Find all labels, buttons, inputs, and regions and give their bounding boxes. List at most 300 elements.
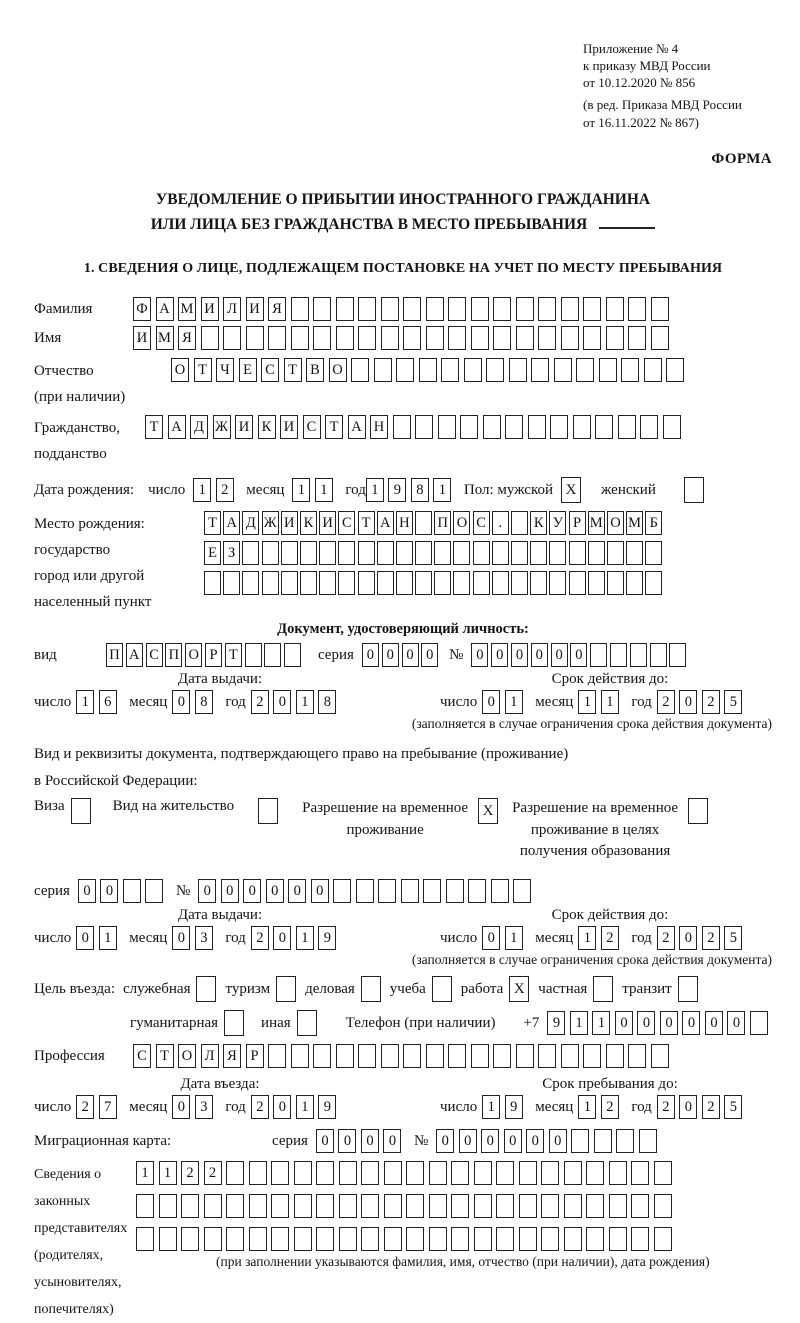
char-cell[interactable]: 0 [637,1011,655,1035]
char-cell[interactable] [361,1194,379,1218]
char-cell[interactable]: Н [370,415,388,439]
char-cell[interactable]: Т [225,643,242,667]
char-cell[interactable] [204,1194,222,1218]
char-cell[interactable] [448,297,466,321]
char-cell[interactable] [429,1227,447,1251]
char-cell[interactable] [509,358,527,382]
char-cell[interactable] [651,1044,669,1068]
char-cell[interactable] [492,571,509,595]
char-cell[interactable]: 1 [505,926,523,950]
char-cell[interactable]: О [185,643,202,667]
char-cell[interactable] [300,571,317,595]
char-cell[interactable]: 0 [705,1011,723,1035]
char-cell[interactable]: И [319,511,336,535]
char-cell[interactable] [358,297,376,321]
char-cell[interactable] [358,541,375,565]
char-cell[interactable] [561,297,579,321]
char-cell[interactable]: 1 [193,478,211,502]
char-cell[interactable] [336,326,354,350]
char-cell[interactable]: Т [145,415,163,439]
char-cell[interactable]: Д [242,511,259,535]
char-cell[interactable] [136,1194,154,1218]
char-cell[interactable]: А [377,511,394,535]
char-cell[interactable] [223,571,240,595]
char-cell[interactable] [316,1227,334,1251]
char-cell[interactable] [486,358,504,382]
char-cell[interactable] [594,1129,612,1153]
char-cell[interactable] [438,415,456,439]
char-cell[interactable] [491,879,509,903]
char-cell[interactable]: И [280,415,298,439]
char-cell[interactable]: 1 [570,1011,588,1035]
char-cell[interactable]: Я [178,326,196,350]
char-cell[interactable]: 1 [315,478,333,502]
char-cell[interactable] [628,1044,646,1068]
char-cell[interactable] [336,1044,354,1068]
char-cell[interactable] [426,297,444,321]
char-cell[interactable] [654,1161,672,1185]
char-cell[interactable]: М [156,326,174,350]
char-cell[interactable] [496,1161,514,1185]
char-cell[interactable]: 5 [724,1095,742,1119]
char-cell[interactable]: 1 [578,926,596,950]
char-cell[interactable] [451,1161,469,1185]
char-cell[interactable]: В [306,358,324,382]
char-cell[interactable]: 1 [592,1011,610,1035]
char-cell[interactable]: 1 [292,478,310,502]
char-cell[interactable]: 0 [198,879,216,903]
char-cell[interactable] [516,326,534,350]
char-cell[interactable]: 2 [657,690,675,714]
char-cell[interactable] [339,1194,357,1218]
sex-female-checkbox[interactable] [684,477,704,503]
char-cell[interactable] [271,1161,289,1185]
char-cell[interactable] [473,571,490,595]
char-cell[interactable] [588,571,605,595]
char-cell[interactable]: 1 [505,690,523,714]
char-cell[interactable] [610,643,627,667]
char-cell[interactable]: С [133,1044,151,1068]
char-cell[interactable]: 0 [273,926,291,950]
char-cell[interactable] [471,1044,489,1068]
char-cell[interactable] [271,1227,289,1251]
char-cell[interactable] [606,297,624,321]
char-cell[interactable]: 0 [266,879,284,903]
char-cell[interactable] [406,1161,424,1185]
char-cell[interactable]: К [530,511,547,535]
char-cell[interactable] [549,541,566,565]
purpose-rabota-checkbox[interactable]: X [509,976,529,1002]
char-cell[interactable]: 0 [459,1129,477,1153]
char-cell[interactable] [505,415,523,439]
char-cell[interactable] [468,879,486,903]
char-cell[interactable] [339,1227,357,1251]
char-cell[interactable]: М [588,511,605,535]
char-cell[interactable] [483,415,501,439]
char-cell[interactable]: 0 [338,1129,356,1153]
char-cell[interactable]: Т [194,358,212,382]
char-cell[interactable]: 0 [382,643,399,667]
char-cell[interactable]: Т [204,511,221,535]
char-cell[interactable]: 9 [318,1095,336,1119]
char-cell[interactable] [313,297,331,321]
char-cell[interactable] [419,358,437,382]
char-cell[interactable] [204,1227,222,1251]
char-cell[interactable]: 1 [578,690,596,714]
char-cell[interactable]: И [246,297,264,321]
char-cell[interactable] [123,879,141,903]
char-cell[interactable] [300,541,317,565]
char-cell[interactable]: А [348,415,366,439]
char-cell[interactable] [645,571,662,595]
char-cell[interactable]: О [178,1044,196,1068]
char-cell[interactable] [628,297,646,321]
char-cell[interactable]: 2 [251,690,269,714]
char-cell[interactable] [511,571,528,595]
char-cell[interactable] [333,879,351,903]
char-cell[interactable] [426,1044,444,1068]
char-cell[interactable] [381,326,399,350]
char-cell[interactable] [583,297,601,321]
char-cell[interactable]: О [171,358,189,382]
char-cell[interactable]: 0 [172,926,190,950]
purpose-sluzhebnaya-checkbox[interactable] [196,976,216,1002]
char-cell[interactable] [381,1044,399,1068]
char-cell[interactable] [590,643,607,667]
char-cell[interactable] [401,879,419,903]
char-cell[interactable]: 2 [251,926,269,950]
char-cell[interactable] [358,1044,376,1068]
char-cell[interactable] [609,1227,627,1251]
char-cell[interactable] [626,571,643,595]
char-cell[interactable] [474,1194,492,1218]
char-cell[interactable]: 0 [679,1095,697,1119]
char-cell[interactable] [226,1227,244,1251]
char-cell[interactable] [474,1227,492,1251]
char-cell[interactable]: 2 [702,926,720,950]
char-cell[interactable]: 3 [195,1095,213,1119]
char-cell[interactable] [576,358,594,382]
char-cell[interactable] [336,297,354,321]
char-cell[interactable]: С [303,415,321,439]
char-cell[interactable] [393,415,411,439]
char-cell[interactable] [429,1161,447,1185]
char-cell[interactable] [319,571,336,595]
char-cell[interactable] [561,326,579,350]
char-cell[interactable]: 2 [601,926,619,950]
char-cell[interactable] [471,297,489,321]
char-cell[interactable]: 0 [549,1129,567,1153]
char-cell[interactable] [291,1044,309,1068]
char-cell[interactable] [181,1227,199,1251]
char-cell[interactable] [313,1044,331,1068]
char-cell[interactable] [631,1194,649,1218]
char-cell[interactable]: 7 [99,1095,117,1119]
char-cell[interactable]: 0 [504,1129,522,1153]
char-cell[interactable]: 9 [318,926,336,950]
char-cell[interactable]: 0 [511,643,528,667]
char-cell[interactable] [471,326,489,350]
char-cell[interactable]: 0 [273,690,291,714]
char-cell[interactable] [561,1044,579,1068]
char-cell[interactable] [223,326,241,350]
char-cell[interactable] [519,1227,537,1251]
char-cell[interactable]: 8 [411,478,429,502]
char-cell[interactable] [496,1194,514,1218]
purpose-inaya-checkbox[interactable] [297,1010,317,1036]
char-cell[interactable] [358,571,375,595]
char-cell[interactable] [609,1161,627,1185]
char-cell[interactable]: 1 [159,1161,177,1185]
char-cell[interactable] [628,326,646,350]
char-cell[interactable] [268,1044,286,1068]
char-cell[interactable]: 0 [660,1011,678,1035]
char-cell[interactable] [226,1161,244,1185]
char-cell[interactable] [415,511,432,535]
char-cell[interactable] [319,541,336,565]
char-cell[interactable]: 9 [547,1011,565,1035]
purpose-turizm-checkbox[interactable] [276,976,296,1002]
char-cell[interactable]: 2 [181,1161,199,1185]
char-cell[interactable]: Ж [213,415,231,439]
char-cell[interactable] [403,297,421,321]
char-cell[interactable]: 0 [615,1011,633,1035]
char-cell[interactable]: К [300,511,317,535]
char-cell[interactable]: 0 [679,690,697,714]
char-cell[interactable]: 0 [727,1011,745,1035]
char-cell[interactable]: 1 [296,690,314,714]
purpose-delovaya-checkbox[interactable] [361,976,381,1002]
char-cell[interactable] [644,358,662,382]
char-cell[interactable] [262,541,279,565]
char-cell[interactable]: А [126,643,143,667]
char-cell[interactable] [588,541,605,565]
char-cell[interactable]: А [156,297,174,321]
char-cell[interactable] [313,326,331,350]
char-cell[interactable]: 0 [243,879,261,903]
char-cell[interactable]: 0 [316,1129,334,1153]
char-cell[interactable]: Т [325,415,343,439]
char-cell[interactable]: 0 [436,1129,454,1153]
char-cell[interactable]: 8 [195,690,213,714]
char-cell[interactable] [474,1161,492,1185]
char-cell[interactable]: Ф [133,297,151,321]
char-cell[interactable]: 0 [78,879,96,903]
char-cell[interactable]: М [178,297,196,321]
char-cell[interactable]: 0 [383,1129,401,1153]
char-cell[interactable]: 0 [361,1129,379,1153]
char-cell[interactable] [473,541,490,565]
char-cell[interactable] [618,415,636,439]
char-cell[interactable] [249,1161,267,1185]
char-cell[interactable] [650,643,667,667]
char-cell[interactable] [528,415,546,439]
char-cell[interactable] [423,879,441,903]
char-cell[interactable] [415,571,432,595]
char-cell[interactable] [569,571,586,595]
char-cell[interactable] [538,326,556,350]
char-cell[interactable]: 1 [578,1095,596,1119]
char-cell[interactable]: 0 [682,1011,700,1035]
char-cell[interactable] [666,358,684,382]
char-cell[interactable] [403,326,421,350]
char-cell[interactable] [554,358,572,382]
char-cell[interactable] [651,326,669,350]
char-cell[interactable] [541,1161,559,1185]
char-cell[interactable]: 0 [76,926,94,950]
char-cell[interactable] [519,1194,537,1218]
char-cell[interactable]: 1 [76,690,94,714]
char-cell[interactable] [181,1194,199,1218]
char-cell[interactable]: 6 [99,690,117,714]
char-cell[interactable] [569,541,586,565]
char-cell[interactable] [415,415,433,439]
char-cell[interactable]: С [146,643,163,667]
char-cell[interactable] [268,326,286,350]
char-cell[interactable]: 1 [433,478,451,502]
char-cell[interactable] [511,541,528,565]
char-cell[interactable]: Т [284,358,302,382]
char-cell[interactable]: З [223,541,240,565]
char-cell[interactable] [426,326,444,350]
char-cell[interactable] [541,1227,559,1251]
char-cell[interactable]: 0 [311,879,329,903]
char-cell[interactable] [356,879,374,903]
char-cell[interactable]: 0 [531,643,548,667]
char-cell[interactable] [448,326,466,350]
char-cell[interactable]: 1 [366,478,384,502]
char-cell[interactable] [159,1227,177,1251]
char-cell[interactable] [246,326,264,350]
char-cell[interactable] [262,571,279,595]
char-cell[interactable]: Е [239,358,257,382]
char-cell[interactable]: 0 [172,1095,190,1119]
char-cell[interactable] [434,541,451,565]
char-cell[interactable] [516,297,534,321]
char-cell[interactable] [654,1227,672,1251]
char-cell[interactable]: 0 [288,879,306,903]
char-cell[interactable] [316,1161,334,1185]
char-cell[interactable] [201,326,219,350]
char-cell[interactable] [460,415,478,439]
char-cell[interactable] [519,1161,537,1185]
char-cell[interactable]: 2 [251,1095,269,1119]
char-cell[interactable] [441,358,459,382]
char-cell[interactable]: Ж [262,511,279,535]
char-cell[interactable] [564,1161,582,1185]
char-cell[interactable]: 2 [204,1161,222,1185]
char-cell[interactable] [434,571,451,595]
char-cell[interactable] [446,879,464,903]
char-cell[interactable]: 1 [136,1161,154,1185]
char-cell[interactable]: Т [156,1044,174,1068]
char-cell[interactable] [406,1194,424,1218]
char-cell[interactable] [496,1227,514,1251]
char-cell[interactable] [550,415,568,439]
char-cell[interactable] [453,571,470,595]
char-cell[interactable] [669,643,686,667]
edu-residence-checkbox[interactable] [688,798,708,824]
char-cell[interactable]: 0 [273,1095,291,1119]
char-cell[interactable]: Л [223,297,241,321]
char-cell[interactable] [338,541,355,565]
char-cell[interactable]: 0 [551,643,568,667]
char-cell[interactable]: Д [190,415,208,439]
char-cell[interactable] [291,326,309,350]
char-cell[interactable] [294,1161,312,1185]
char-cell[interactable] [271,1194,289,1218]
char-cell[interactable]: С [338,511,355,535]
char-cell[interactable]: 1 [99,926,117,950]
purpose-tranzit-checkbox[interactable] [678,976,698,1002]
char-cell[interactable] [538,1044,556,1068]
char-cell[interactable] [384,1161,402,1185]
char-cell[interactable] [606,326,624,350]
char-cell[interactable] [541,1194,559,1218]
char-cell[interactable] [291,297,309,321]
char-cell[interactable] [448,1044,466,1068]
char-cell[interactable] [607,541,624,565]
char-cell[interactable]: О [453,511,470,535]
char-cell[interactable] [493,1044,511,1068]
char-cell[interactable]: 0 [491,643,508,667]
char-cell[interactable]: 0 [679,926,697,950]
char-cell[interactable]: И [201,297,219,321]
char-cell[interactable] [396,358,414,382]
char-cell[interactable]: Т [358,511,375,535]
char-cell[interactable]: 9 [505,1095,523,1119]
char-cell[interactable] [493,326,511,350]
char-cell[interactable]: 0 [421,643,438,667]
char-cell[interactable]: 0 [482,926,500,950]
char-cell[interactable] [531,358,549,382]
char-cell[interactable]: И [235,415,253,439]
char-cell[interactable]: А [223,511,240,535]
char-cell[interactable] [316,1194,334,1218]
char-cell[interactable] [377,571,394,595]
char-cell[interactable]: 8 [318,690,336,714]
purpose-ucheba-checkbox[interactable] [432,976,452,1002]
char-cell[interactable]: 2 [702,690,720,714]
char-cell[interactable]: 0 [570,643,587,667]
char-cell[interactable] [564,1194,582,1218]
char-cell[interactable] [750,1011,768,1035]
char-cell[interactable]: Б [645,511,662,535]
char-cell[interactable] [530,571,547,595]
char-cell[interactable] [516,1044,534,1068]
char-cell[interactable]: 0 [221,879,239,903]
char-cell[interactable]: Я [223,1044,241,1068]
char-cell[interactable]: Л [201,1044,219,1068]
char-cell[interactable] [294,1194,312,1218]
char-cell[interactable]: Я [268,297,286,321]
char-cell[interactable] [429,1194,447,1218]
char-cell[interactable] [381,297,399,321]
char-cell[interactable] [415,541,432,565]
char-cell[interactable] [663,415,681,439]
char-cell[interactable]: 2 [657,1095,675,1119]
char-cell[interactable]: 5 [724,690,742,714]
char-cell[interactable] [583,1044,601,1068]
char-cell[interactable] [281,571,298,595]
char-cell[interactable]: Р [569,511,586,535]
temp-residence-checkbox[interactable]: X [478,798,498,824]
char-cell[interactable]: Р [246,1044,264,1068]
char-cell[interactable] [511,511,528,535]
char-cell[interactable]: П [434,511,451,535]
char-cell[interactable] [595,415,613,439]
char-cell[interactable] [564,1227,582,1251]
